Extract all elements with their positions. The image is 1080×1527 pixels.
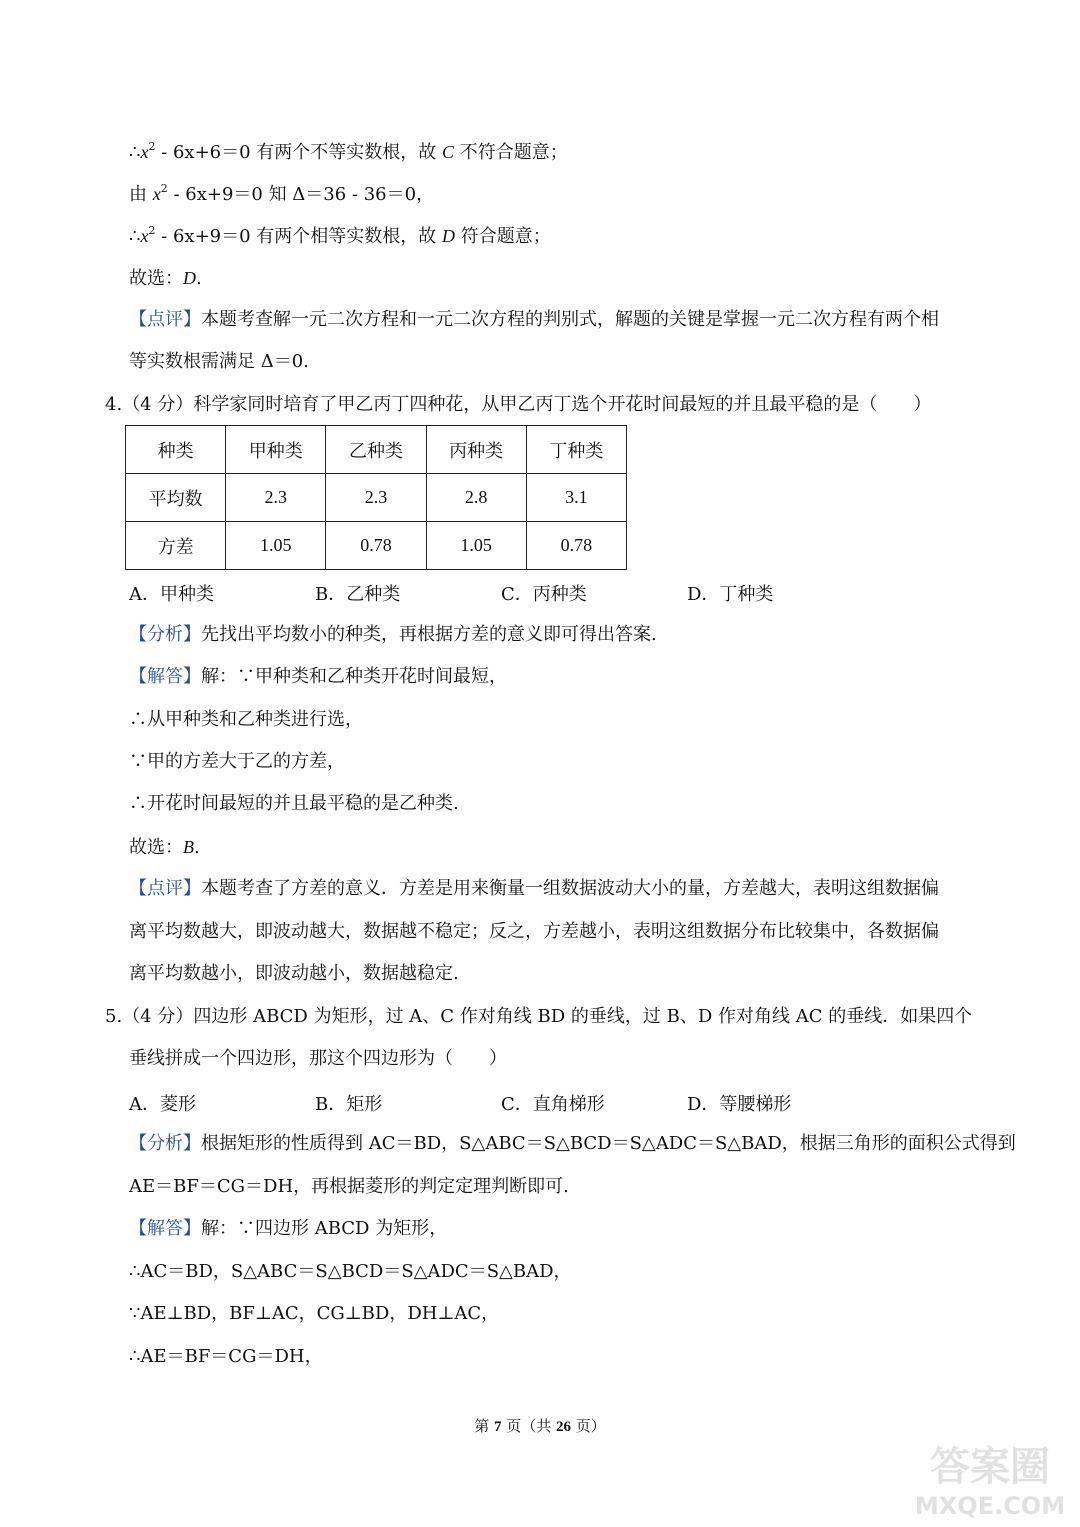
q3-line-2-pre: 由 bbox=[129, 184, 153, 205]
solution-tag: 【解答】 bbox=[129, 666, 201, 687]
analysis-tag: 【分析】 bbox=[129, 1133, 201, 1154]
analysis-tag: 【分析】 bbox=[129, 624, 201, 645]
table-cell: 方差 bbox=[126, 522, 226, 570]
q3-line-1-text: - 6x+6＝0 有两个不等实数根，故 bbox=[155, 142, 443, 163]
table-cell: 2.3 bbox=[226, 474, 326, 522]
solution-text: 解：∵四边形 ABCD 为矩形， bbox=[201, 1218, 448, 1239]
q3-line-3: $\therefore x^2 - 6x+9=0$ 有两个相等实数根，故 D 符合题意； bbox=[129, 224, 551, 247]
q3-comment-2: 等实数根需满足 Δ＝0. bbox=[129, 351, 309, 372]
q4-choice bbox=[129, 835, 200, 860]
q5-solution-4: ∴AE＝BF＝CG＝DH， bbox=[129, 1346, 323, 1367]
choice-value: B bbox=[183, 837, 194, 857]
watermark-text-bottom: MXQE.COM bbox=[914, 1492, 1066, 1520]
var-x: x bbox=[152, 184, 161, 204]
question-number: 5. bbox=[105, 1006, 123, 1027]
var-x: x bbox=[140, 226, 149, 246]
choice-end: . bbox=[194, 837, 200, 858]
q3-comment-1 bbox=[129, 308, 939, 332]
q4-stem bbox=[105, 393, 931, 417]
q5-solution-1 bbox=[129, 1217, 447, 1241]
table-cell: 1.05 bbox=[226, 522, 326, 570]
choice-value: D bbox=[183, 268, 196, 288]
q4-solution-1 bbox=[129, 665, 507, 689]
option-a: A．菱形 bbox=[129, 1094, 196, 1115]
comment-tag: 【点评】 bbox=[129, 309, 201, 330]
question-number: 4. bbox=[105, 394, 123, 415]
q4-comment-1 bbox=[129, 877, 939, 901]
q4-solution-4: ∴开花时间最短的并且最平稳的是乙种类. bbox=[129, 793, 459, 814]
question-stem: （4 分）科学家同时培育了甲乙丙丁四种花，从甲乙丙丁选个开花时间最短的并且最平稳的是（ ） bbox=[122, 394, 932, 415]
option-b: B．矩形 bbox=[315, 1094, 383, 1115]
q5-options bbox=[129, 1090, 889, 1116]
comment-text: 本题考查解一元二次方程和一元二次方程的判别式，解题的关键是掌握一元二次方程有两个相 bbox=[201, 309, 939, 330]
watermark-text-top: 答案圈 bbox=[930, 1444, 1050, 1490]
footer-mid: 页（共 bbox=[501, 1417, 557, 1435]
option-d-ref: D bbox=[442, 226, 456, 246]
q4-comment-3: 离平均数越小，即波动越小，数据越稳定. bbox=[129, 963, 459, 984]
solution-tag: 【解答】 bbox=[129, 1218, 201, 1239]
q5-solution-2: ∴AC＝BD，S△ABC＝S△BCD＝S△ADC＝S△BAD， bbox=[129, 1261, 572, 1282]
table-cell: 3.1 bbox=[526, 474, 626, 522]
option-d: D．等腰梯形 bbox=[687, 1094, 792, 1115]
solution-text: 解：∵甲种类和乙种类开花时间最短， bbox=[201, 666, 507, 687]
option-c: C．丙种类 bbox=[501, 584, 587, 605]
page-total: 26 bbox=[556, 1419, 572, 1435]
table-cell: 丙种类 bbox=[426, 426, 526, 474]
footer-pre: 第 bbox=[474, 1417, 494, 1435]
choice-end: . bbox=[196, 268, 202, 289]
table-cell: 丁种类 bbox=[526, 426, 626, 474]
table-cell: 1.05 bbox=[426, 522, 526, 570]
table-cell: 种类 bbox=[126, 426, 226, 474]
q5-analysis-1 bbox=[129, 1132, 1016, 1156]
q3-line-2: 由 $x^2 - 6x+9=0$ 知 Δ＝36 - 36＝0， bbox=[129, 182, 435, 205]
table-row bbox=[126, 474, 627, 522]
page-number: 7 bbox=[493, 1419, 502, 1435]
q3-choice bbox=[129, 266, 202, 291]
q3-line-3-text: - 6x+9＝0 有两个相等实数根，故 bbox=[155, 226, 443, 247]
q3-line-2-text: - 6x+9＝0 知 Δ＝36 - 36＝0， bbox=[167, 184, 435, 205]
choice-label: 故选： bbox=[129, 837, 183, 858]
analysis-text: 根据矩形的性质得到 AC＝BD，S△ABC＝S△BCD＝S△ADC＝S△BAD，根据三角形的面积公式得到 bbox=[201, 1133, 1016, 1154]
table-row bbox=[126, 522, 627, 570]
q3-line-1: $\therefore x^2 - 6x+6=0$ 有两个不等实数根，故 C 不符合题意； bbox=[129, 140, 568, 163]
option-c-ref: C bbox=[442, 142, 455, 162]
q4-analysis bbox=[129, 623, 657, 647]
q4-comment-2: 离平均数越大，即波动越大，数据越不稳定；反之，方差越小，表明这组数据分布比较集中，各数据偏 bbox=[129, 921, 939, 942]
watermark-logo bbox=[905, 1432, 1075, 1522]
comment-tag: 【点评】 bbox=[129, 878, 201, 899]
q5-stem-2: 垂线拼成一个四边形，那这个四边形为（ ） bbox=[129, 1048, 507, 1069]
option-b: B．乙种类 bbox=[315, 584, 401, 605]
q4-solution-3: ∵甲的方差大于乙的方差， bbox=[129, 751, 345, 772]
q5-solution-3: ∵AE⊥BD，BF⊥AC，CG⊥BD，DH⊥AC， bbox=[129, 1303, 500, 1324]
var-x: x bbox=[140, 142, 149, 162]
table-cell: 乙种类 bbox=[326, 426, 426, 474]
table-cell: 平均数 bbox=[126, 474, 226, 522]
table-cell: 0.78 bbox=[526, 522, 626, 570]
table-header-row bbox=[126, 426, 627, 474]
option-c: C．直角梯形 bbox=[501, 1094, 605, 1115]
q4-options bbox=[129, 580, 889, 606]
table-cell: 2.3 bbox=[326, 474, 426, 522]
q5-analysis-2: AE＝BF＝CG＝DH，再根据菱形的判定定理判断即可. bbox=[129, 1176, 569, 1197]
q3-line-3-end: 符合题意； bbox=[455, 226, 551, 247]
q5-stem-1 bbox=[105, 1005, 972, 1029]
comment-text: 本题考查了方差的意义．方差是用来衡量一组数据波动大小的量，方差越大，表明这组数据偏 bbox=[201, 878, 939, 899]
q3-line-1-end: 不符合题意； bbox=[454, 142, 568, 163]
q4-solution-2: ∴从甲种类和乙种类进行选， bbox=[129, 709, 363, 730]
option-d: D．丁种类 bbox=[687, 584, 774, 605]
analysis-text: 先找出平均数小的种类，再根据方差的意义即可得出答案. bbox=[201, 624, 657, 645]
table-cell: 2.8 bbox=[426, 474, 526, 522]
footer-post: 页） bbox=[571, 1417, 606, 1435]
question-stem: （4 分）四边形 ABCD 为矩形，过 A、C 作对角线 BD 的垂线，过 B、D 作对角线 AC 的垂线．如果四个 bbox=[122, 1006, 973, 1027]
table-cell: 0.78 bbox=[326, 522, 426, 570]
option-a: A．甲种类 bbox=[129, 584, 214, 605]
q4-data-table bbox=[125, 425, 627, 570]
table-cell: 甲种类 bbox=[226, 426, 326, 474]
choice-label: 故选： bbox=[129, 268, 183, 289]
